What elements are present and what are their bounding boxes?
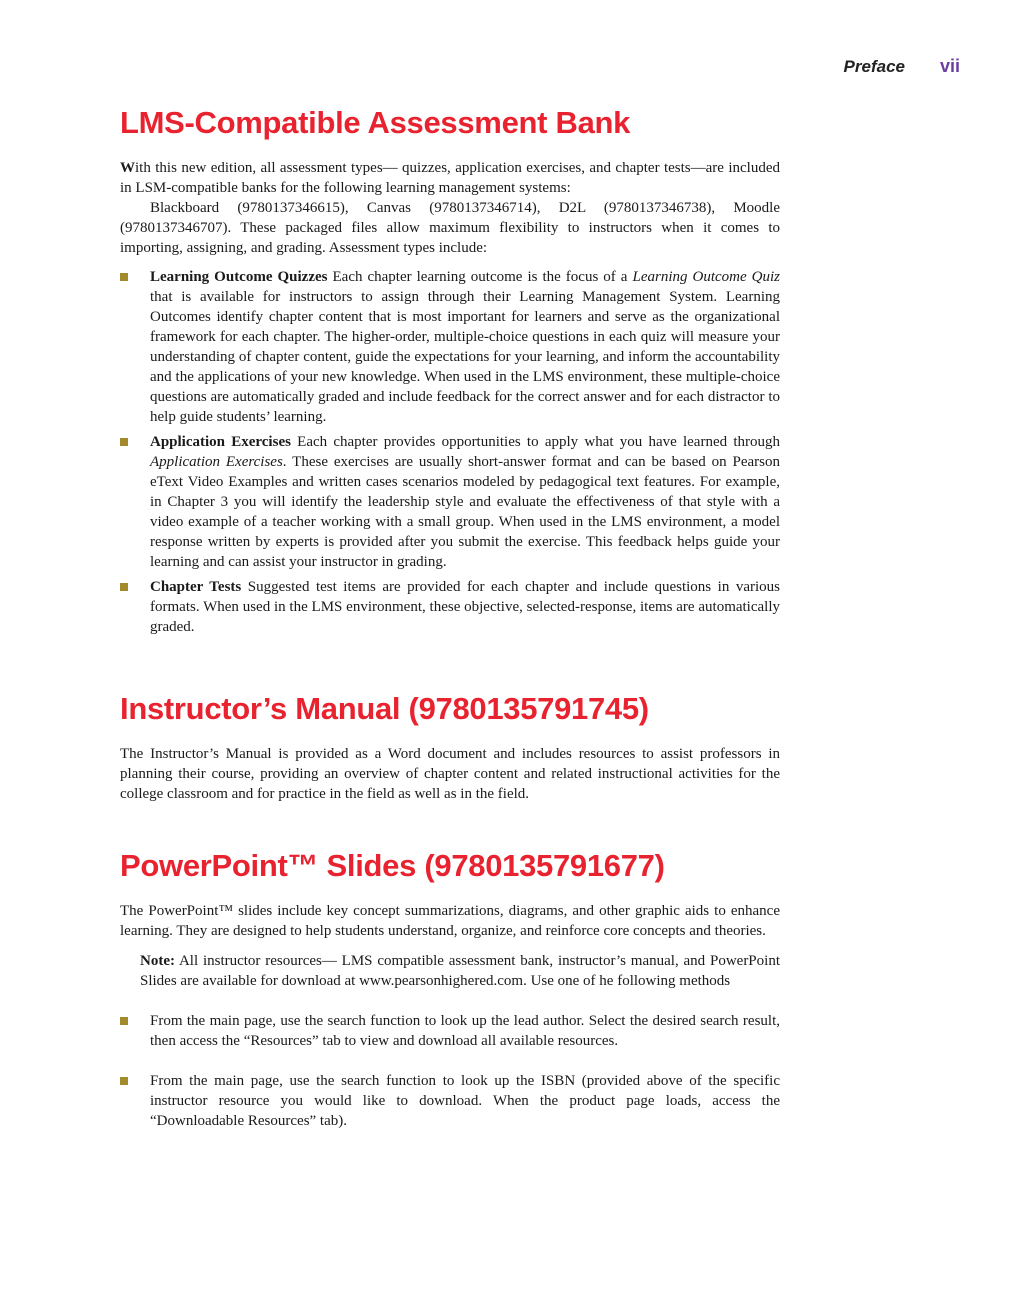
- lms-intro-paragraph: [120, 158, 780, 198]
- square-bullet-icon: [120, 273, 128, 281]
- list-item: [120, 1011, 780, 1051]
- note-label: Note:: [140, 953, 175, 970]
- list-item-text: Suggested test items are provided for each chapter and include questions in various formats. When used in the LMS environment, these objective, selected-response, items are automatically graded.: [150, 579, 780, 636]
- drop-cap: W: [120, 160, 135, 177]
- note-text: All instructor resources— LMS compatible assessment bank, instructor’s manual, and PowerPoint Slides are available for download at www.pearsonhighered.com. Use one of he following methods: [140, 953, 780, 990]
- list-item: [120, 432, 780, 572]
- square-bullet-icon: [120, 438, 128, 446]
- list-item-term: Application Exercises: [150, 434, 291, 451]
- lms-systems-paragraph: Blackboard (9780137346615), Canvas (9780137346714), D2L (9780137346738), Moodle (9780137346707). These packaged files allow maximum flexibility to instructors when it comes to importing, assigning, and grading. Assessment types include:: [120, 200, 780, 257]
- list-item-text: From the main page, use the search function to look up the lead author. Select the desired search result, then access the “Resources” tab to view and download all available resources.: [150, 1013, 780, 1050]
- lms-intro-text: ith this new edition, all assessment types— quizzes, application exercises, and chapter tests—are included in LSM-compatible banks for the following learning management systems:: [120, 160, 780, 197]
- list-item-term: Chapter Tests: [150, 579, 242, 596]
- lms-heading: LMS-Compatible Assessment Bank: [120, 105, 631, 140]
- square-bullet-icon: [120, 1017, 128, 1025]
- note-paragraph: [140, 951, 780, 991]
- slides-paragraph: The PowerPoint™ slides include key concept summarizations, diagrams, and other graphic aids to enhance learning. They are designed to help students understand, organize, and reinforce core concepts and theories.: [120, 903, 780, 940]
- list-item: [120, 1071, 780, 1131]
- list-item-term: Learning Outcome Quizzes: [150, 269, 328, 286]
- slides-section: [120, 847, 780, 1131]
- manual-heading: Instructor’s Manual (9780135791745): [120, 691, 649, 726]
- list-item-italic: Application Exercises: [150, 454, 283, 471]
- list-item-text: that is available for instructors to assign through their Learning Management System. Learning Outcomes identify chapter content that is most important for learners and serve as the organizational framework for each chapter. The higher-order, multiple-choice questions in each quiz will measure your understanding of chapter content, guide the expectations for your learning, and inform the accountability and the applications of your new knowledge. When used in the LMS environment, these multiple-choice questions are automatically graded and include feedback for the correct answer and for each distractor to help guide students’ learning.: [150, 289, 780, 426]
- square-bullet-icon: [120, 583, 128, 591]
- manual-paragraph: The Instructor’s Manual is provided as a Word document and includes resources to assist professors in planning their course, providing an overview of chapter content and related instructional activities for the college classroom and for practice in the field as well as in the field.: [120, 746, 780, 803]
- square-bullet-icon: [120, 1077, 128, 1085]
- manual-section: [120, 690, 780, 804]
- page-number: vii: [939, 56, 960, 76]
- list-item-text: Each chapter provides opportunities to apply what you have learned through: [290, 434, 780, 451]
- list-item: [120, 267, 780, 427]
- download-methods-list: [120, 1011, 780, 1131]
- list-item-italic: Learning Outcome Quiz: [632, 269, 780, 286]
- assessment-types-list: [120, 267, 780, 637]
- lms-section: [120, 104, 780, 637]
- slides-heading: PowerPoint™ Slides (9780135791677): [120, 848, 665, 883]
- running-head-label: Preface: [843, 57, 905, 76]
- list-item-text: Each chapter learning outcome is the focus of a: [327, 269, 633, 286]
- running-head: [844, 56, 960, 77]
- list-item-text: From the main page, use the search function to look up the ISBN (provided above of the specific instructor resource you would like to download. When the product page loads, access the “Downloadable Resources” tab).: [150, 1073, 780, 1130]
- list-item: [120, 577, 780, 637]
- list-item-text: . These exercises are usually short-answer format and can be based on Pearson eText Video Examples and written cases scenarios modeled by pedagogical text features. For example, in Chapter 3 you will identify the leadership style and evaluate the effectiveness of that style with a video example of a teacher working with a small group. When used in the LMS environment, a model response written by experts is provided after you submit the exercise. This feedback helps guide your learning and can assist your instructor in grading.: [150, 454, 780, 571]
